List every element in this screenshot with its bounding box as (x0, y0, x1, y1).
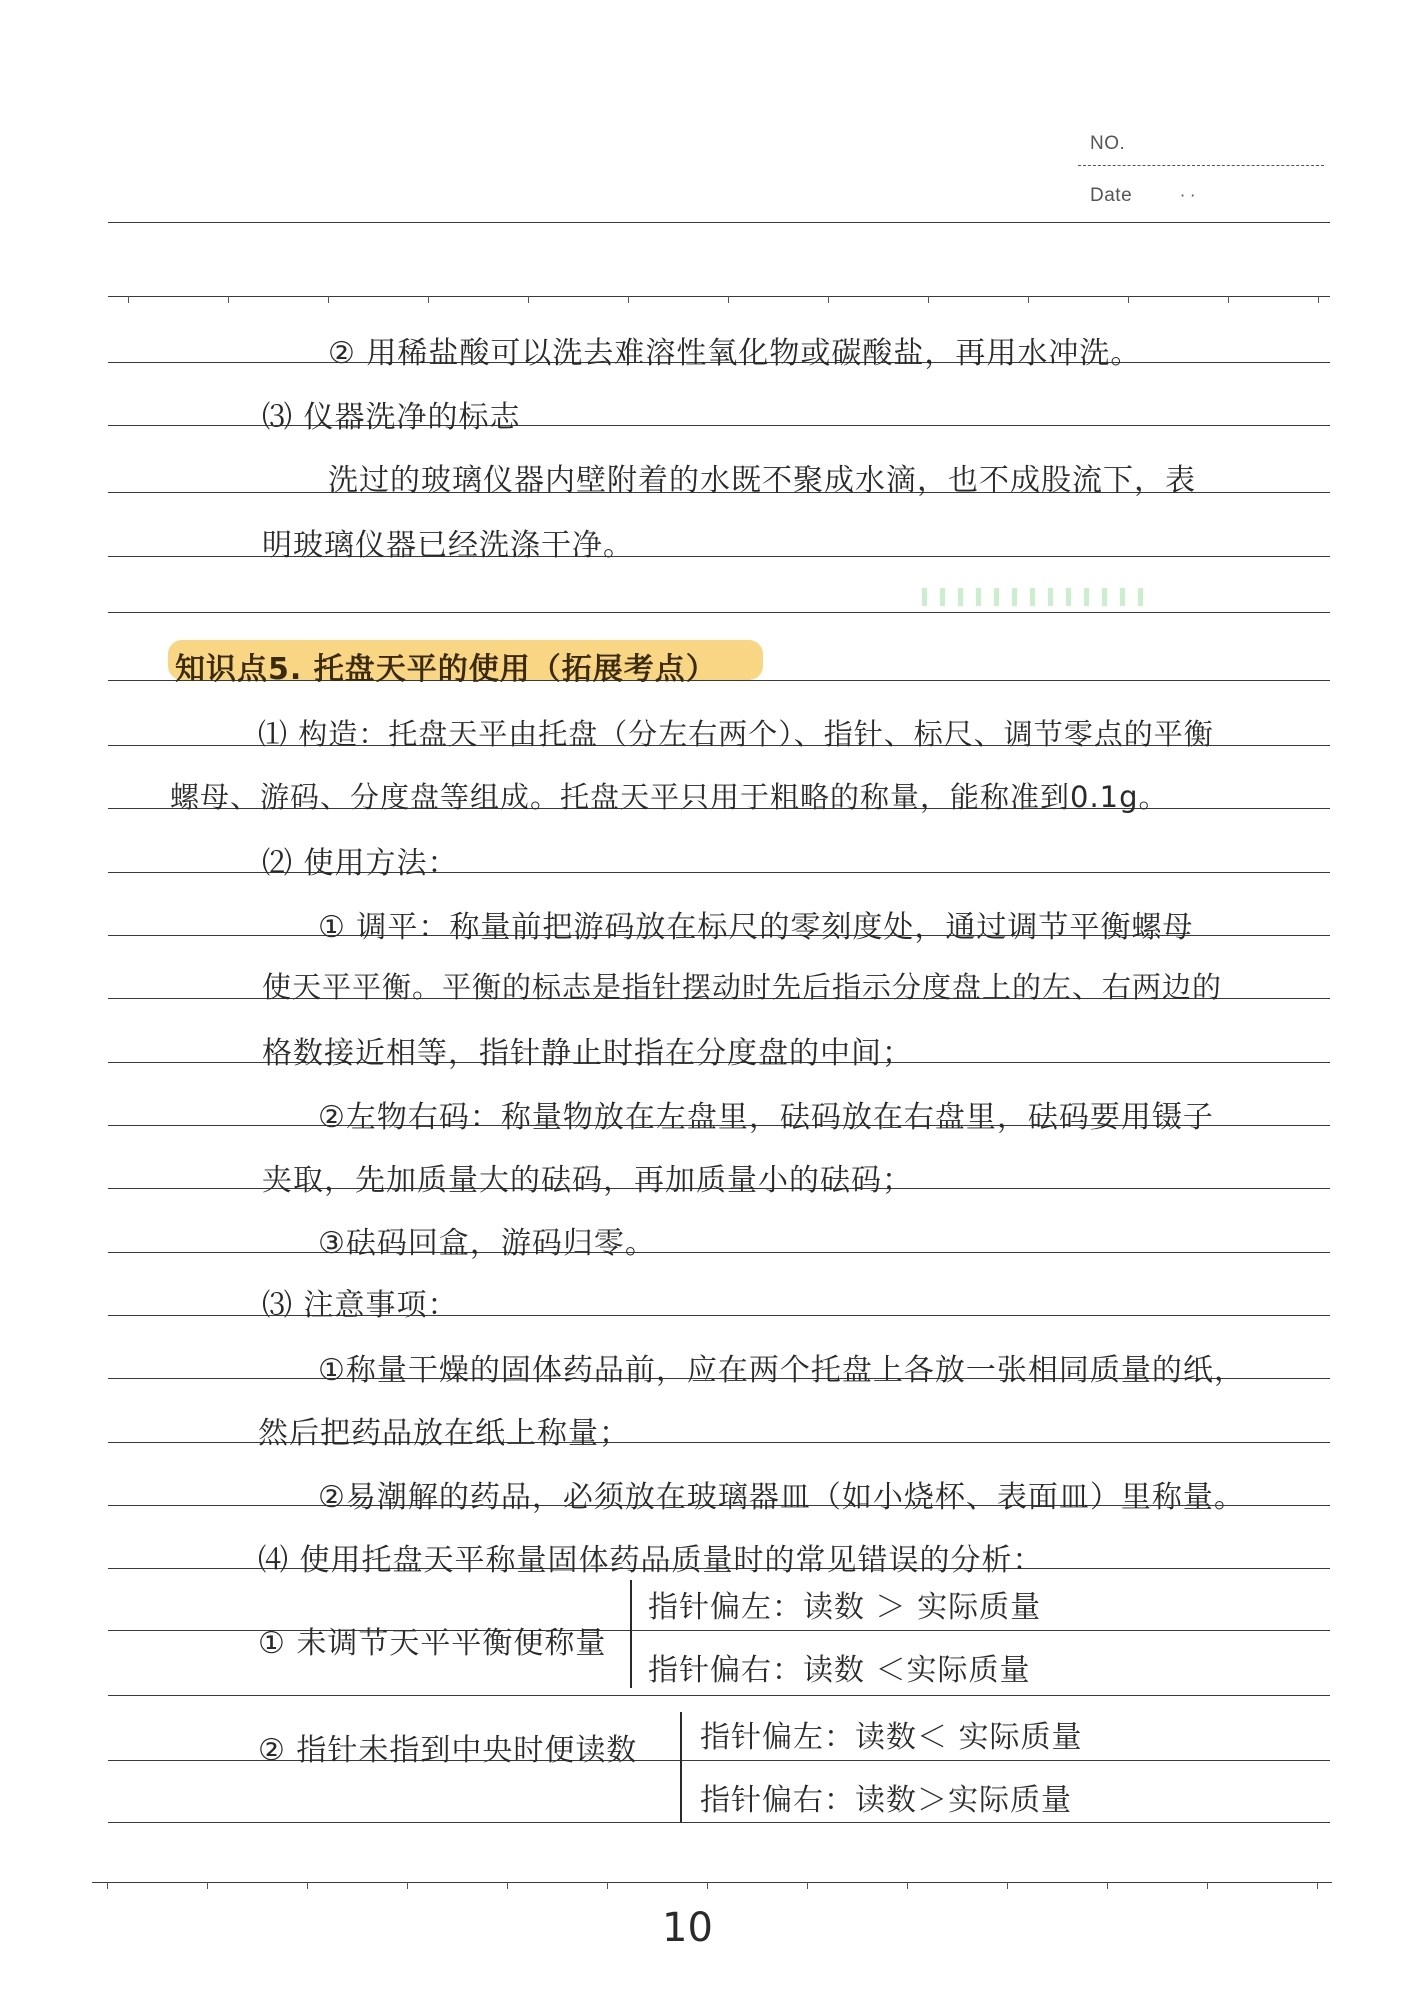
ruled-line (108, 1252, 1330, 1253)
note-line: ⑶ 注意事项： (262, 1288, 459, 1323)
note-line: 格数接近相等，指针静止时指在分度盘的中间； (262, 1036, 913, 1071)
note-line: ②易潮解的药品，必须放在玻璃器皿（如小烧杯、表面皿）里称量。 (318, 1480, 1245, 1515)
top-tick-row (108, 296, 1330, 304)
error-1-case-right: 指针偏右：读数 ＜实际质量 (648, 1653, 1031, 1688)
error-2-label: ② 指针未指到中央时便读数 (258, 1733, 638, 1768)
note-line: ③砝码回盒，游码归零。 (318, 1226, 656, 1261)
note-line: 夹取，先加质量大的砝码，再加质量小的砝码； (262, 1163, 913, 1198)
date-dots: · · (1180, 186, 1196, 205)
page-number: 10 (662, 1905, 713, 1951)
note-line: ⑶ 仪器洗净的标志 (262, 400, 521, 435)
ruled-line (108, 612, 1330, 613)
green-pen-mark (922, 588, 1152, 606)
note-line: ⑴ 构造：托盘天平由托盘（分左右两个）、指针、标尺、调节零点的平衡 (258, 717, 1214, 751)
no-label: NO. (1090, 133, 1126, 154)
bottom-tick-row (92, 1882, 1332, 1890)
note-line: ② 用稀盐酸可以洗去难溶性氧化物或碳酸盐，再用水冲洗。 (328, 336, 1142, 371)
error-2-case-right: 指针偏右：读数＞实际质量 (700, 1783, 1072, 1818)
section-heading: 知识点5. 托盘天平的使用（拓展考点） (175, 652, 717, 687)
note-line: 然后把药品放在纸上称量； (258, 1416, 630, 1451)
note-line: ②左物右码：称量物放在左盘里，砝码放在右盘里，砝码要用镊子 (318, 1100, 1214, 1135)
ruled-line (108, 1695, 1330, 1696)
note-line: ⑷ 使用托盘天平称量固体药品质量时的常见错误的分析： (258, 1543, 1044, 1578)
error-2-case-left: 指针偏左：读数＜ 实际质量 (700, 1720, 1083, 1755)
date-label: Date (1090, 185, 1133, 206)
note-line: ①称量干燥的固体药品前，应在两个托盘上各放一张相同质量的纸， (318, 1353, 1245, 1388)
note-line: ⑵ 使用方法： (262, 846, 459, 881)
error-1-case-left: 指针偏左：读数 ＞ 实际质量 (648, 1590, 1042, 1625)
error-1-label: ① 未调节天平平衡便称量 (258, 1626, 607, 1661)
ruled-line (108, 1822, 1330, 1823)
note-line: 使天平平衡。平衡的标志是指针摆动时先后指示分度盘上的左、右两边的 (262, 970, 1223, 1004)
note-line: ① 调平：称量前把游码放在标尺的零刻度处，通过调节平衡螺母 (318, 910, 1194, 945)
note-line: 明玻璃仪器已经洗涤干净。 (262, 528, 634, 563)
note-line: 螺母、游码、分度盘等组成。托盘天平只用于粗略的称量，能称准到0.1g。 (170, 780, 1169, 814)
brace-1 (630, 1580, 632, 1688)
note-line: 洗过的玻璃仪器内壁附着的水既不聚成水滴，也不成股流下，表 (328, 463, 1196, 498)
header-rule (108, 222, 1330, 223)
brace-2 (680, 1712, 682, 1822)
header-dashed-line (1078, 165, 1324, 166)
